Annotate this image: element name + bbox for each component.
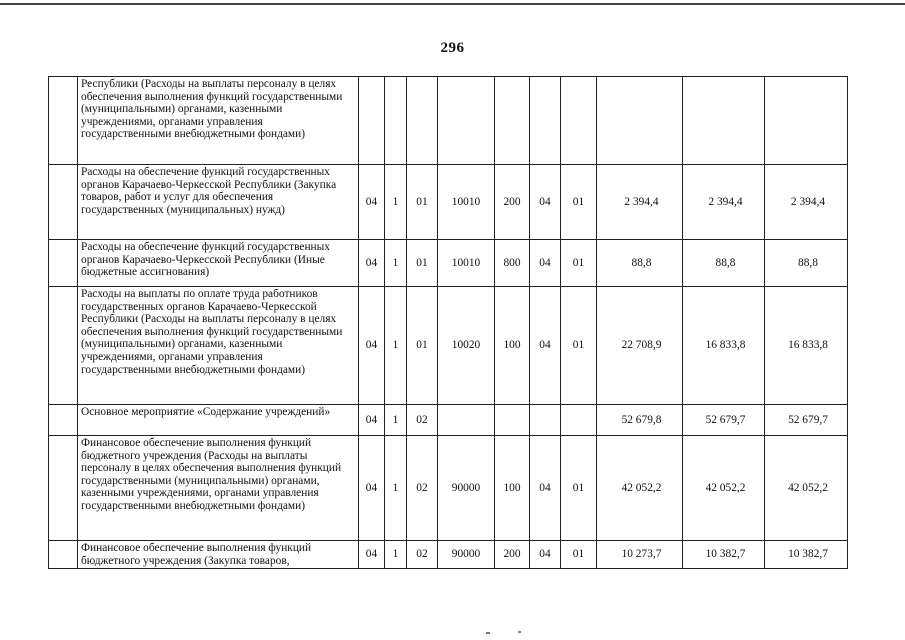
- cell-value-3: 88,8: [765, 240, 848, 287]
- cell-code-2: 1: [385, 165, 407, 240]
- cell-code-7: 01: [561, 436, 597, 541]
- cell-code-5: 100: [495, 436, 530, 541]
- cell-code-4: 10010: [438, 240, 495, 287]
- cell-code-6: 04: [530, 165, 561, 240]
- cell-code-5: 800: [495, 240, 530, 287]
- blank-cell: [49, 240, 78, 287]
- cell-code-4: [438, 77, 495, 165]
- cell-code-3: 02: [407, 436, 438, 541]
- row-name: Расходы на обеспечение функций государственных органов Карачаево-Черкесской Республики (Иные бюджетные ассигнования): [78, 240, 359, 287]
- cell-code-7: 01: [561, 240, 597, 287]
- cell-value-1: 10 273,7: [597, 541, 683, 569]
- cell-code-5: [495, 77, 530, 165]
- cell-code-2: 1: [385, 405, 407, 436]
- table-row: [49, 436, 848, 541]
- row-name: Финансовое обеспечение выполнения функций бюджетного учреждения (Расходы на выплаты персоналу в целях обеспечения выполнения функций государственными (муниципальными) органами, казенными учреждениями, органами управления государственными внебюджетными фондами): [78, 436, 359, 541]
- cell-code-2: 1: [385, 287, 407, 405]
- cell-value-3: [765, 77, 848, 165]
- row-name: Расходы на обеспечение функций государственных органов Карачаево-Черкесской Республики (Закупка товаров, работ и услуг для обеспечения государственных (муниципальных) нужд): [78, 165, 359, 240]
- row-name: Республики (Расходы на выплаты персоналу в целях обеспечения выполнения функций государственными (муниципальными) органами, казенными учреждениями, органами управления государственными внебюджетными фондами): [78, 77, 359, 165]
- cell-value-1: [597, 77, 683, 165]
- table-row: [49, 405, 848, 436]
- scan-speck: [518, 631, 521, 633]
- table-row: [49, 287, 848, 405]
- cell-code-4: 90000: [438, 541, 495, 569]
- cell-code-7: 01: [561, 541, 597, 569]
- cell-code-6: 04: [530, 287, 561, 405]
- cell-value-1: 88,8: [597, 240, 683, 287]
- cell-code-4: 10010: [438, 165, 495, 240]
- cell-code-5: 200: [495, 541, 530, 569]
- cell-code-1: 04: [359, 405, 385, 436]
- cell-value-3: 10 382,7: [765, 541, 848, 569]
- cell-value-1: 2 394,4: [597, 165, 683, 240]
- cell-code-2: 1: [385, 240, 407, 287]
- cell-code-3: 02: [407, 541, 438, 569]
- cell-value-3: 2 394,4: [765, 165, 848, 240]
- row-name: Финансовое обеспечение выполнения функций бюджетного учреждения (Закупка товаров,: [78, 541, 359, 569]
- cell-code-3: 01: [407, 240, 438, 287]
- cell-value-2: 2 394,4: [683, 165, 765, 240]
- cell-value-1: 42 052,2: [597, 436, 683, 541]
- table-row: [49, 240, 848, 287]
- cell-code-1: [359, 77, 385, 165]
- cell-code-4: [438, 405, 495, 436]
- table-row: [49, 541, 848, 569]
- cell-code-7: [561, 77, 597, 165]
- cell-code-7: 01: [561, 165, 597, 240]
- cell-value-3: 16 833,8: [765, 287, 848, 405]
- cell-code-1: 04: [359, 541, 385, 569]
- cell-code-5: 100: [495, 287, 530, 405]
- cell-code-6: 04: [530, 541, 561, 569]
- cell-code-6: 04: [530, 240, 561, 287]
- cell-value-2: 10 382,7: [683, 541, 765, 569]
- cell-value-3: 42 052,2: [765, 436, 848, 541]
- cell-code-3: 01: [407, 287, 438, 405]
- table-row: [49, 77, 848, 165]
- cell-value-3: 52 679,7: [765, 405, 848, 436]
- page-top-border: [0, 3, 905, 5]
- cell-code-6: [530, 405, 561, 436]
- scan-speck: [486, 632, 490, 634]
- cell-value-2: 16 833,8: [683, 287, 765, 405]
- cell-code-2: 1: [385, 436, 407, 541]
- row-name: Расходы на выплаты по оплате труда работников государственных органов Карачаево-Черкесской Республики (Расходы на выплаты персоналу в целях обеспечения выполнения функций государственными (муниципальными) органами, казенными учреждениями, органами управления государственными внебюджетными фондами): [78, 287, 359, 405]
- cell-value-2: [683, 77, 765, 165]
- cell-code-7: 01: [561, 287, 597, 405]
- cell-code-1: 04: [359, 165, 385, 240]
- cell-code-1: 04: [359, 436, 385, 541]
- cell-code-1: 04: [359, 240, 385, 287]
- cell-code-5: 200: [495, 165, 530, 240]
- page-number: 296: [440, 40, 465, 56]
- blank-cell: [49, 165, 78, 240]
- cell-code-3: 01: [407, 165, 438, 240]
- table-row: [49, 165, 848, 240]
- cell-code-3: [407, 77, 438, 165]
- blank-cell: [49, 287, 78, 405]
- cell-code-5: [495, 405, 530, 436]
- blank-cell: [49, 541, 78, 569]
- cell-code-4: 10020: [438, 287, 495, 405]
- cell-code-6: [530, 77, 561, 165]
- cell-value-1: 22 708,9: [597, 287, 683, 405]
- cell-code-1: 04: [359, 287, 385, 405]
- blank-cell: [49, 77, 78, 165]
- cell-code-7: [561, 405, 597, 436]
- cell-code-4: 90000: [438, 436, 495, 541]
- cell-value-2: 42 052,2: [683, 436, 765, 541]
- cell-value-2: 88,8: [683, 240, 765, 287]
- row-name: Основное мероприятие «Содержание учреждений»: [78, 405, 359, 436]
- cell-value-2: 52 679,7: [683, 405, 765, 436]
- blank-cell: [49, 436, 78, 541]
- cell-code-6: 04: [530, 436, 561, 541]
- budget-table: [48, 76, 848, 569]
- cell-value-1: 52 679,8: [597, 405, 683, 436]
- cell-code-2: [385, 77, 407, 165]
- cell-code-2: 1: [385, 541, 407, 569]
- cell-code-3: 02: [407, 405, 438, 436]
- blank-cell: [49, 405, 78, 436]
